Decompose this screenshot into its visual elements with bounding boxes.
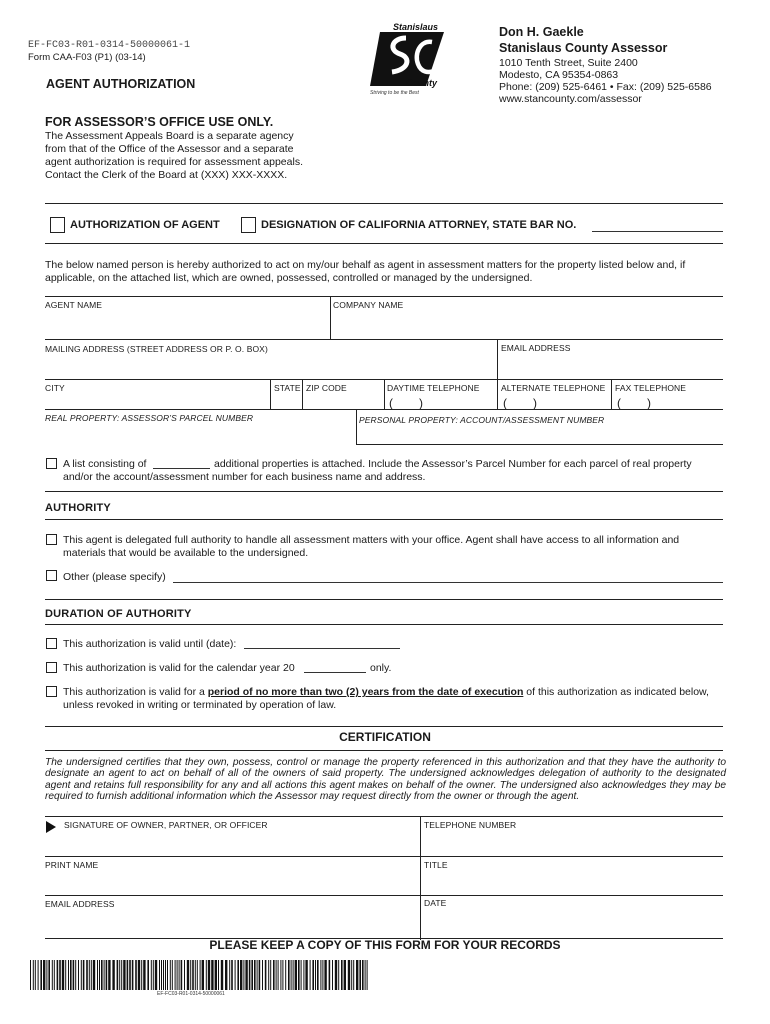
- two-year-period-line-2: unless revoked in writing or terminated by operation of law.: [63, 699, 337, 711]
- two-year-period-checkbox[interactable]: [46, 686, 57, 697]
- office-use-line-1: The Assessment Appeals Board is a separate agency: [45, 130, 294, 142]
- divider: [45, 624, 723, 625]
- intro-line-2: applicable, on the attached list, which are owned, possessed, controlled or managed by the undersigned.: [45, 272, 533, 284]
- date-field[interactable]: [424, 910, 723, 938]
- form-id: Form CAA-F03 (P1) (03-14): [28, 52, 146, 63]
- logo-text-bottom: County: [406, 78, 437, 88]
- logo-tagline: Striving to be the Best: [370, 90, 419, 96]
- certification-title: CERTIFICATION: [339, 730, 431, 744]
- grid-line: [45, 409, 723, 410]
- valid-until-date-field[interactable]: [244, 648, 400, 649]
- website: www.stancounty.com/assessor: [499, 93, 642, 105]
- assessor-name: Don H. Gaekle: [499, 25, 584, 39]
- authority-title: AUTHORITY: [45, 502, 111, 514]
- daytime-telephone-label: DAYTIME TELEPHONE: [387, 383, 480, 393]
- state-bar-number-field[interactable]: [592, 231, 723, 232]
- assessor-title: Stanislaus County Assessor: [499, 41, 668, 55]
- telephone-number-label: TELEPHONE NUMBER: [424, 820, 517, 830]
- grid-line: [384, 379, 385, 409]
- grid-line: [45, 816, 723, 817]
- agent-name-field[interactable]: [45, 310, 330, 338]
- calendar-year-suffix: only.: [370, 662, 392, 674]
- personal-property-label: PERSONAL PROPERTY: ACCOUNT/ASSESSMENT NUMBER: [359, 415, 605, 425]
- calendar-year-label: This authorization is valid for the calendar year 20: [63, 662, 295, 674]
- barcode-text: EF-FC03-R01-0314-50000061: [157, 991, 225, 997]
- print-name-field[interactable]: [45, 871, 418, 895]
- full-authority-checkbox[interactable]: [46, 534, 57, 545]
- fax-area-code-close: ): [647, 396, 651, 410]
- grid-line: [356, 409, 357, 444]
- zip-code-label: ZIP CODE: [306, 383, 347, 393]
- attached-list-text-1b: additional properties is attached. Include the Assessor’s Parcel Number for each parcel of real property: [214, 458, 692, 470]
- county-logo: [366, 24, 448, 98]
- real-property-field[interactable]: [45, 424, 355, 444]
- signature-field[interactable]: [64, 832, 419, 856]
- two-year-period-line-1: This authorization is valid for a period of no more than two (2) years from the date of execution of this authorization as indicated below,: [63, 686, 709, 698]
- real-property-label: REAL PROPERTY: ASSESSOR’S PARCEL NUMBER: [45, 413, 254, 423]
- other-authority-field[interactable]: [173, 582, 723, 583]
- fax-telephone-label: FAX TELEPHONE: [615, 383, 687, 393]
- phone-fax: Phone: (209) 525-6461 • Fax: (209) 525-6586: [499, 81, 712, 93]
- divider: [45, 519, 723, 520]
- divider: [45, 726, 723, 727]
- valid-until-label: This authorization is valid until (date):: [63, 638, 237, 650]
- title-label: TITLE: [424, 860, 448, 870]
- grid-line: [302, 379, 303, 409]
- office-use-line-3: agent authorization is required for assessment appeals.: [45, 156, 303, 168]
- divider: [45, 599, 723, 600]
- calendar-year-field[interactable]: [304, 672, 366, 673]
- attached-list-text-2: and/or the account/assessment number for each business name and address.: [63, 471, 426, 483]
- grid-line: [45, 296, 723, 297]
- grid-line: [611, 379, 612, 409]
- divider: [45, 750, 723, 751]
- alternate-area-code-open: (: [503, 396, 507, 410]
- cert-email-field[interactable]: [45, 910, 418, 938]
- form-title: AGENT AUTHORIZATION: [46, 77, 196, 91]
- grid-line: [497, 379, 498, 409]
- full-authority-line-2: materials that would be available to the undersigned.: [63, 547, 309, 559]
- cert-email-label: EMAIL ADDRESS: [45, 899, 115, 909]
- print-name-label: PRINT NAME: [45, 860, 99, 870]
- keep-copy-notice: PLEASE KEEP A COPY OF THIS FORM FOR YOUR RECORDS: [209, 938, 561, 952]
- alternate-telephone-label: ALTERNATE TELEPHONE: [501, 383, 606, 393]
- grid-line: [420, 816, 421, 940]
- office-use-line-4: Contact the Clerk of the Board at (XXX) XXX-XXXX.: [45, 169, 288, 181]
- daytime-area-code-close: ): [419, 396, 423, 410]
- duration-title: DURATION OF AUTHORITY: [45, 608, 192, 620]
- logo-text-top: Stanislaus: [393, 22, 439, 32]
- company-name-field[interactable]: [333, 310, 723, 338]
- office-use-line-2: from that of the Office of the Assessor and a separate: [45, 143, 294, 155]
- other-authority-checkbox[interactable]: [46, 570, 57, 581]
- alternate-area-code-close: ): [533, 396, 537, 410]
- grid-line: [270, 379, 271, 409]
- fax-area-code-open: (: [617, 396, 621, 410]
- designation-of-attorney-checkbox[interactable]: [241, 217, 256, 233]
- attached-list-checkbox[interactable]: [46, 458, 57, 469]
- mailing-address-label: MAILING ADDRESS (STREET ADDRESS OR P. O. BOX): [45, 344, 268, 354]
- calendar-year-checkbox[interactable]: [46, 662, 57, 673]
- certification-text: The undersigned certifies that they own, possess, control or manage the property referenced in this authorization and that they have the authority to designate an agent to act on behalf of all of the owners of said property. The undersigned acknowledges delegation of authority to the designated agent and retains full responsibility for any and all actions this agent makes on behalf of the owner. The undersigned also acknowledges they may be required to furnish additional information which the Assessor may request directly from the owner or through the agent.: [45, 757, 726, 803]
- sign-here-arrow-icon: [46, 821, 56, 833]
- additional-properties-count-field[interactable]: [153, 468, 210, 469]
- daytime-area-code-open: (: [389, 396, 393, 410]
- telephone-number-field[interactable]: [424, 832, 723, 856]
- company-name-label: COMPANY NAME: [333, 300, 404, 310]
- grid-line: [356, 444, 723, 445]
- address-line-2: Modesto, CA 95354-0863: [499, 69, 619, 81]
- authorization-of-agent-label: AUTHORIZATION OF AGENT: [70, 219, 220, 231]
- grid-line: [330, 296, 331, 339]
- intro-line-1: The below named person is hereby authorized to act on my/our behalf as agent in assessment matters for the property listed below and, if: [45, 259, 686, 271]
- signature-label: SIGNATURE OF OWNER, PARTNER, OR OFFICER: [64, 820, 268, 830]
- agent-name-label: AGENT NAME: [45, 300, 103, 310]
- mailing-address-field[interactable]: [45, 354, 497, 378]
- email-address-field[interactable]: [501, 354, 723, 378]
- office-use-title: FOR ASSESSOR’S OFFICE USE ONLY.: [45, 115, 274, 129]
- state-label: STATE: [274, 383, 301, 393]
- form-code: EF-FC03-R01-0314-50000061-1: [28, 40, 191, 51]
- address-line-1: 1010 Tenth Street, Suite 2400: [499, 57, 638, 69]
- divider: [45, 203, 723, 204]
- date-label: DATE: [424, 898, 447, 908]
- barcode: [30, 960, 370, 990]
- grid-line: [45, 856, 723, 857]
- email-address-label: EMAIL ADDRESS: [501, 343, 571, 353]
- title-field[interactable]: [424, 871, 723, 895]
- other-authority-label: Other (please specify): [63, 571, 166, 583]
- attached-list-text-1a: A list consisting of: [63, 458, 147, 470]
- designation-of-attorney-label: DESIGNATION OF CALIFORNIA ATTORNEY, STATE BAR NO.: [261, 219, 577, 231]
- grid-line: [45, 339, 723, 340]
- city-label: CITY: [45, 383, 65, 393]
- valid-until-checkbox[interactable]: [46, 638, 57, 649]
- grid-line: [497, 339, 498, 379]
- divider: [45, 243, 723, 244]
- full-authority-line-1: This agent is delegated full authority to handle all assessment matters with your office. Agent shall have access to all information and: [63, 534, 680, 546]
- grid-line: [45, 895, 723, 896]
- divider: [45, 491, 723, 492]
- personal-property-field[interactable]: [359, 426, 723, 444]
- authorization-of-agent-checkbox[interactable]: [50, 217, 65, 233]
